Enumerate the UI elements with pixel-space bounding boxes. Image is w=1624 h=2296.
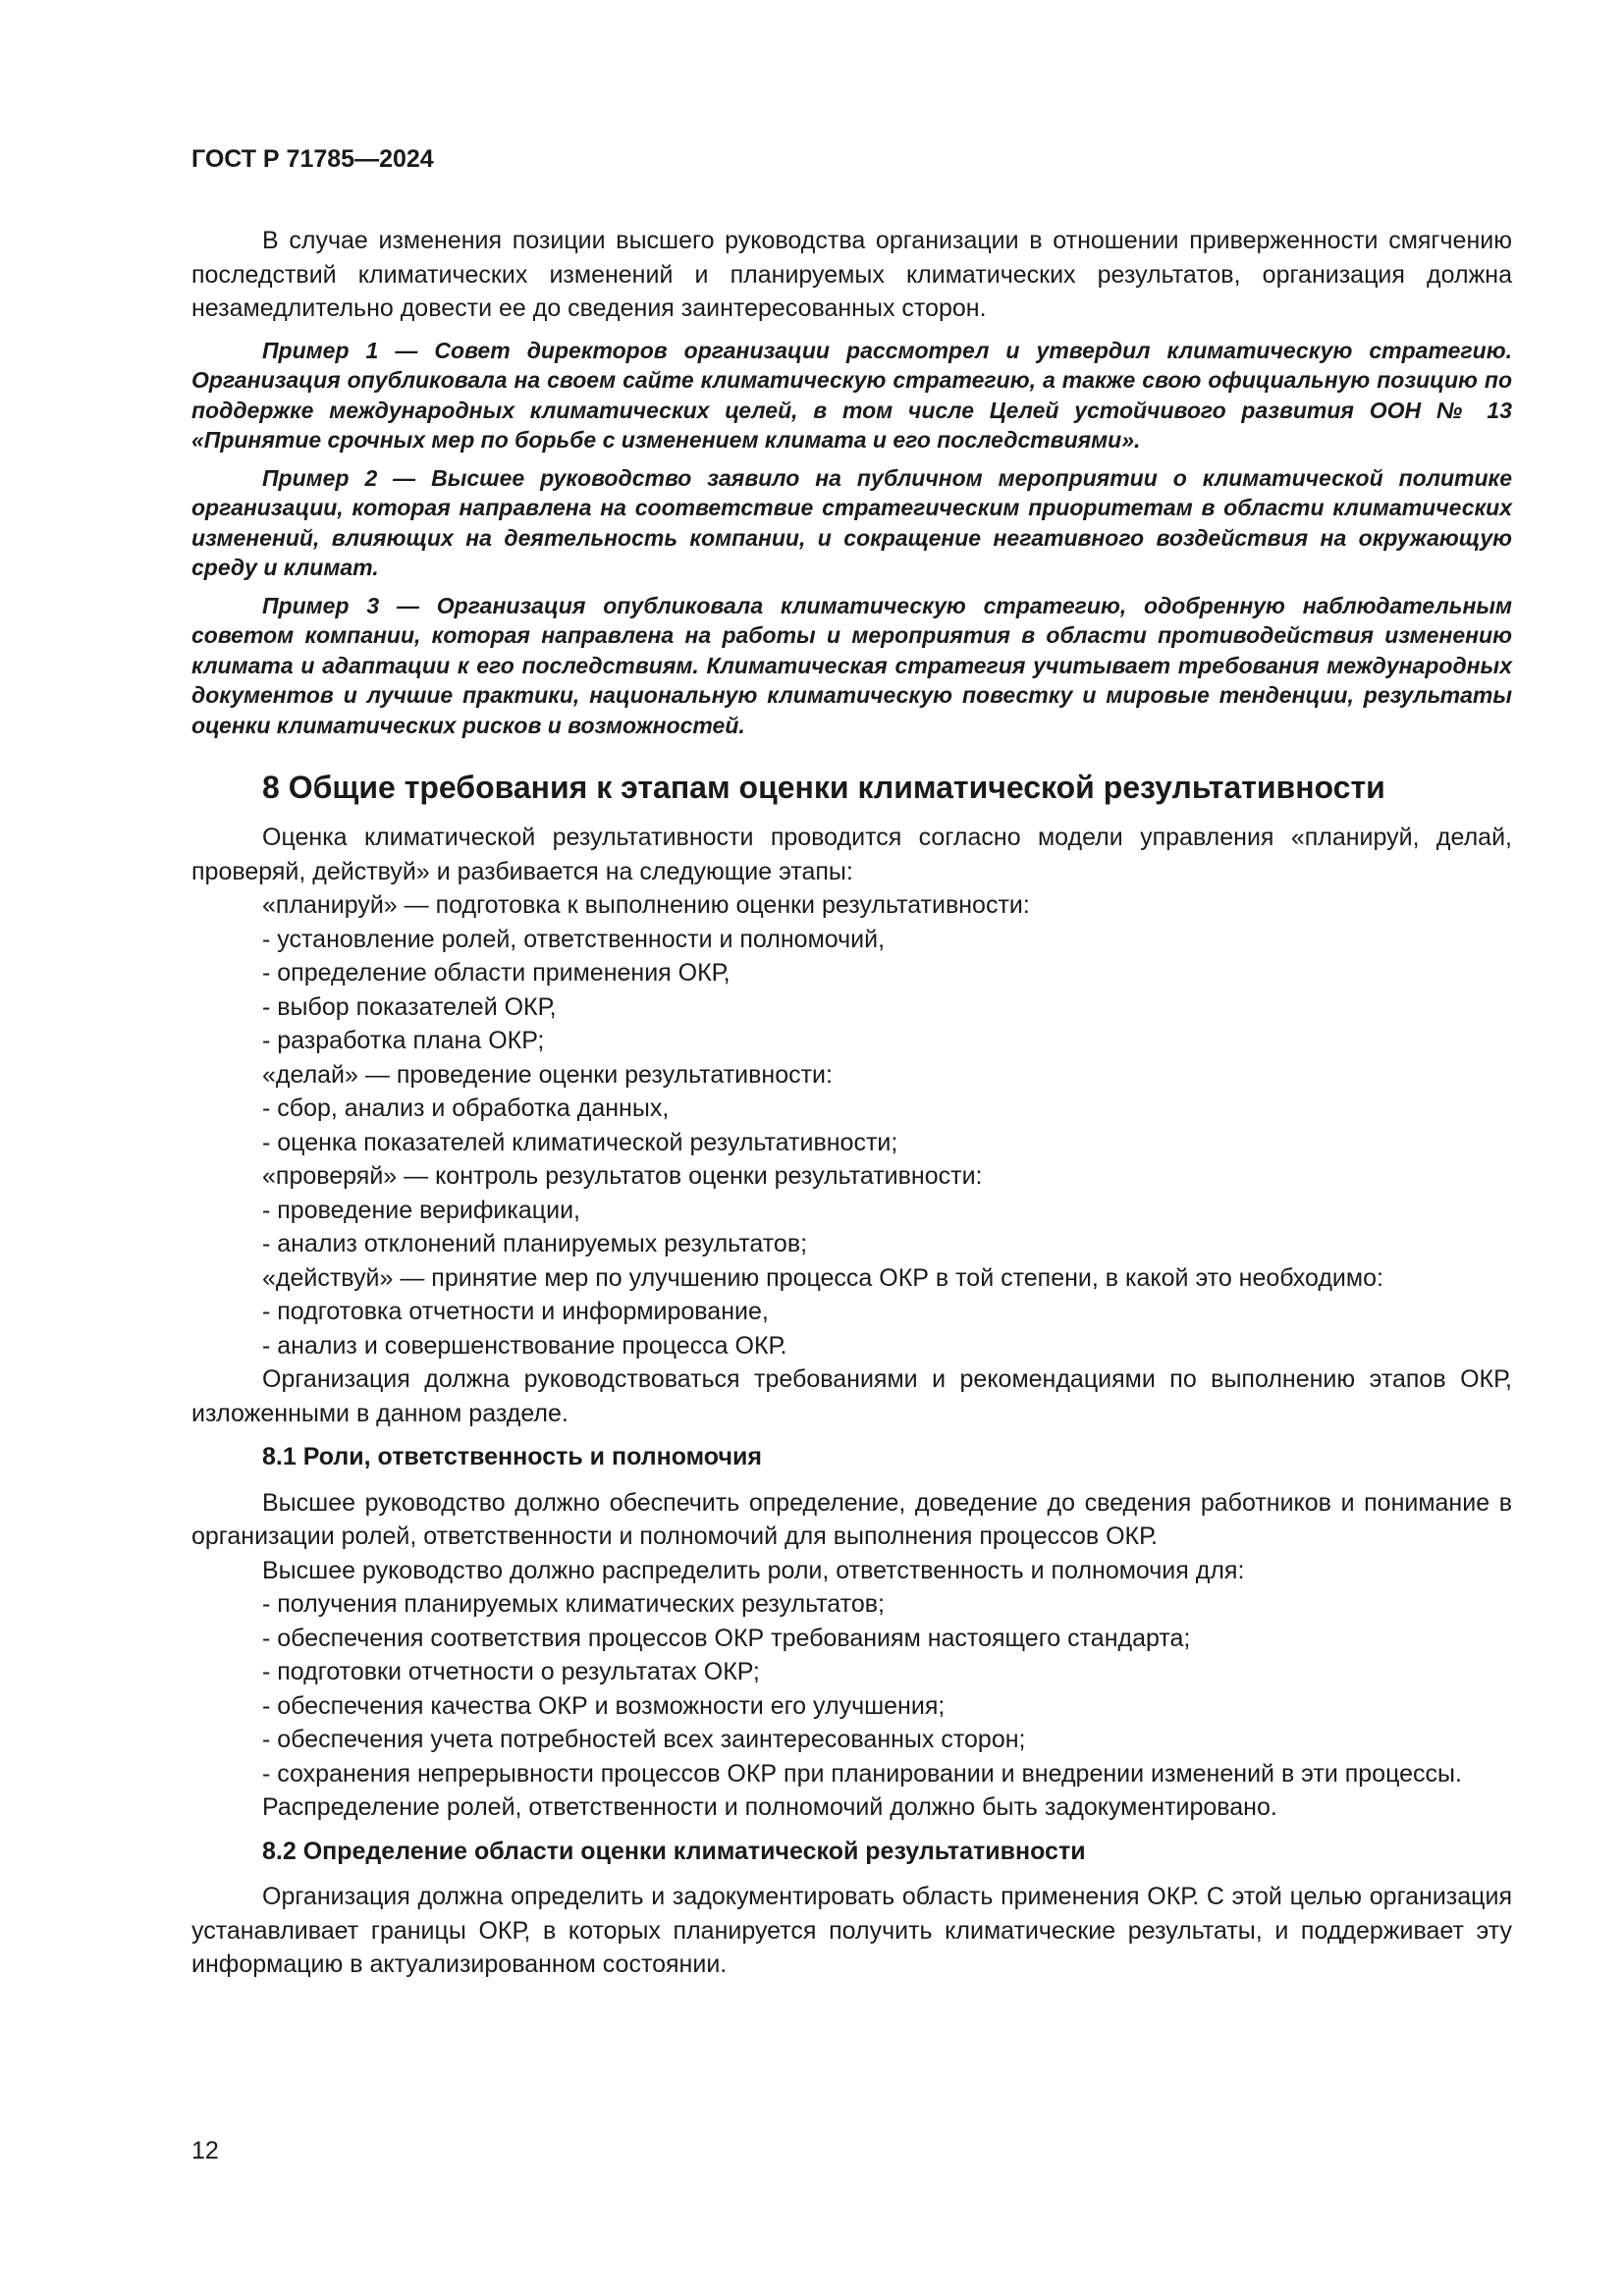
stage-plan-title: «планируй» — подготовка к выполнению оценки результативности: (262, 891, 1030, 919)
section-8-closing: Организация должна руководствоваться требованиями и рекомендациями по выполнению этапов ОКР, изложенными в данном разделе. (191, 1365, 1512, 1427)
list-item: - оценка показателей климатической результативности; (262, 1128, 898, 1156)
stage-check-title: «проверяй» — контроль результатов оценки результативности: (262, 1162, 983, 1190)
list-item: - обеспечения соответствия процессов ОКР требованиям настоящего стандарта; (262, 1624, 1191, 1652)
list-item: - анализ и совершенствование процесса ОКР. (262, 1331, 787, 1360)
list-item: - подготовки отчетности о результатах ОКР; (262, 1658, 760, 1685)
list-item: - установление ролей, ответственности и полномочий, (262, 925, 886, 953)
list-item: - сбор, анализ и обработка данных, (262, 1095, 670, 1122)
page-content (191, 224, 1512, 1982)
section-8-1-heading: 8.1 Роли, ответственность и полномочия (262, 1443, 762, 1470)
intro-paragraph: В случае изменения позиции высшего руководства организации в отношении приверженности смягчению последствий климатических изменений и планируемых климатических результатов, организация должна незамедлительно довести ее до сведения заинтересованных сторон. (191, 227, 1512, 322)
example-3: Пример 3 — Организация опубликовала климатическую стратегию, одобренную наблюдательным советом компании, которая направлена на работы и мероприятия в области противодействия изменению климата и адаптации к его последствиям. Климатическая стратегия учитывает требования международных документов и лучшие практики, национальную климатическую повестку и мировые тенденции, результаты оценки климатических рисков и возможностей. (191, 592, 1512, 738)
example-1: Пример 1 — Совет директоров организации рассмотрел и утвердил климатическую стратегию. Организация опубликовала на своем сайте климатическую стратегию, а также свою официальную позицию по поддержке международных климатических целей, в том числе Целей устойчивого развития ООН № 13 «Принятие срочных мер по борьбе с изменением климата и его последствиями». (191, 337, 1512, 453)
list-item-wrapped: - сохранения непрерывности процессов ОКР при планировании и внедрении изменений в эти процессы. (262, 1759, 1462, 1788)
stage-do-title: «делай» — проведение оценки результативности: (262, 1060, 833, 1089)
document-header: ГОСТ Р 71785—2024 (191, 145, 434, 173)
list-item: - выбор показателей ОКР, (262, 992, 557, 1021)
section-8-1-paragraph-1: Высшее руководство должно обеспечить определение, доведение до сведения работников и понимание в организации ролей, ответственности и полномочий для выполнения процессов ОКР. (191, 1488, 1512, 1550)
list-item: - анализ отклонений планируемых результатов; (262, 1230, 808, 1257)
example-2: Пример 2 — Высшее руководство заявило на публичном мероприятии о климатической политике организации, которая направлена на соответствие стратегическим приоритетам в области климатических изменений, влияющих на деятельность компании, и сокращение негативного воздействия на окружающую среду и климат. (191, 464, 1512, 580)
section-8-1-paragraph-2: Высшее руководство должно распределить роли, ответственность и полномочия для: (262, 1556, 1245, 1584)
stage-act-title: «действуй» — принятие мер по улучшению процесса ОКР в той степени, в какой это необходимо: (262, 1263, 1383, 1292)
section-8-2-heading: 8.2 Определение области оценки климатической результативности (262, 1837, 1086, 1865)
list-item: - подготовка отчетности и информирование, (262, 1298, 769, 1325)
list-item: - разработка плана ОКР; (262, 1027, 545, 1054)
list-item: - обеспечения качества ОКР и возможности его улучшения; (262, 1691, 946, 1720)
list-item: - обеспечения учета потребностей всех заинтересованных сторон; (262, 1726, 1026, 1753)
page-number: 12 (191, 2137, 219, 2164)
section-8-intro: Оценка климатической результативности проводится согласно модели управления «планируй, делай, проверяй, действуй» и разбивается на следующие этапы: (191, 824, 1512, 885)
section-8-2-paragraph-1: Организация должна определить и задокументировать область применения ОКР. С этой целью организация устанавливает границы ОКР, в которых планируется получить климатические результаты, и поддерживает эту информацию в актуализированном состоянии. (191, 1883, 1512, 1978)
list-item: - проведение верификации, (262, 1196, 580, 1224)
list-item: - определение области применения ОКР, (262, 959, 731, 987)
section-8-1-paragraph-3: Распределение ролей, ответственности и полномочий должно быть задокументировано. (262, 1793, 1277, 1821)
section-8-heading: 8 Общие требования к этапам оценки климатической результативности (262, 770, 1385, 805)
list-item: - получения планируемых климатических результатов; (262, 1590, 885, 1618)
